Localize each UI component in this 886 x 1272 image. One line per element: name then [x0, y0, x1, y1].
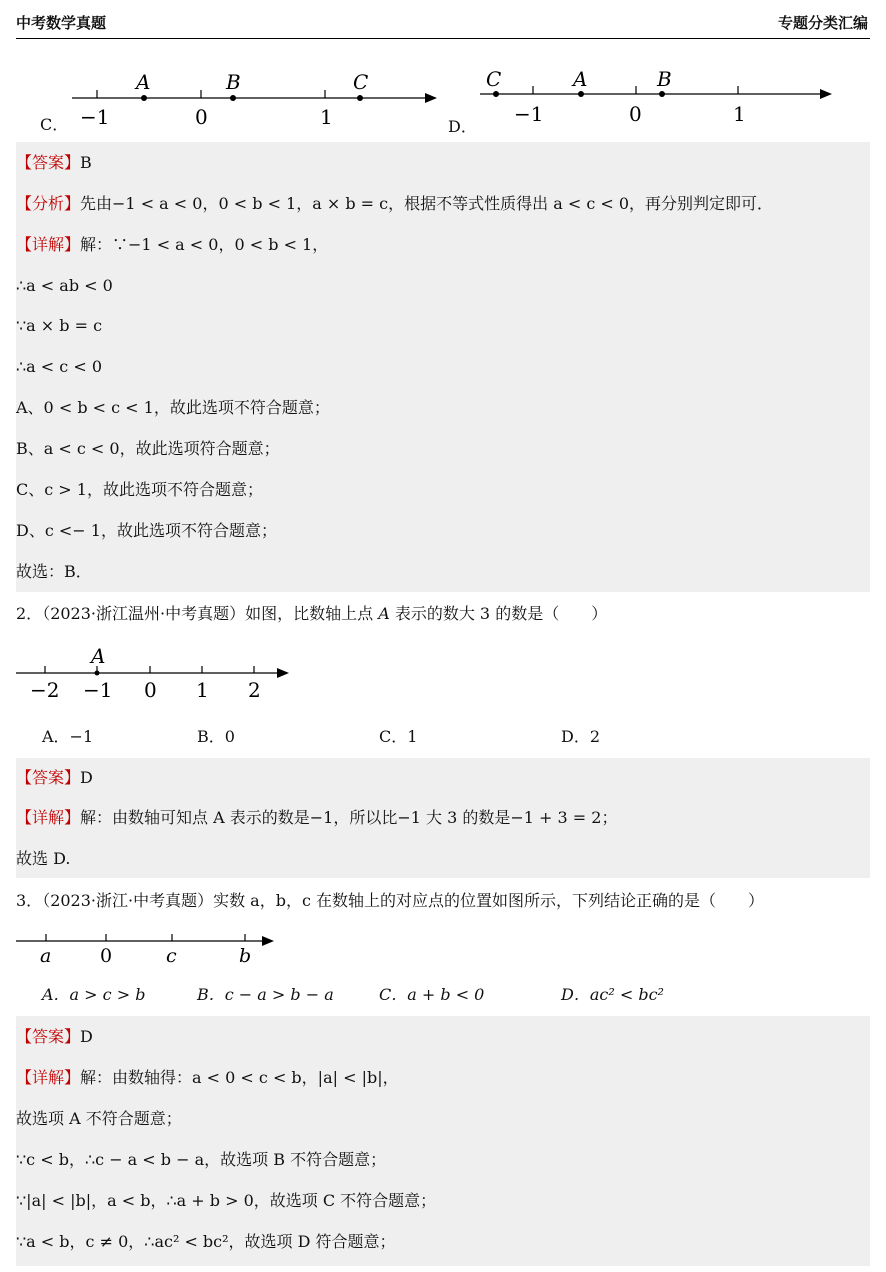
solution-step: A、0 < b < c < 1，故此选项不符合题意； — [16, 398, 330, 417]
question-source: （2023·浙江·中考真题） — [42, 891, 214, 910]
tick-label: 1 — [733, 102, 746, 126]
question-text: 如图，比数轴上点 — [245, 604, 379, 623]
analysis-text: 先由−1 < a < 0，0 < b < 1，a × b = c，根据不等式性质得出 a < c < 0，再分别判定即可． — [80, 194, 774, 213]
solution-step: 故选项 A 不符合题意； — [16, 1109, 182, 1128]
tick-label: −1 — [514, 102, 544, 126]
axis-label: a — [40, 945, 52, 967]
solution-step: ∵|a| < |b|，a < b，∴a + b > 0，故选项 C 不符合题意； — [16, 1191, 437, 1210]
axis-label: b — [239, 945, 252, 967]
header-title-left: 中考数学真题 — [16, 14, 107, 32]
detail-tag: 【详解】 — [16, 808, 81, 827]
answer-value: D — [80, 1027, 93, 1046]
detail-line-q2 — [16, 808, 617, 828]
detail-tag: 【详解】 — [16, 235, 81, 254]
solution-step: B、a < c < 0，故此选项符合题意； — [16, 439, 280, 458]
solution-step: C、c > 1，故此选项不符合题意； — [16, 480, 263, 499]
detail-line-q3 — [16, 1068, 399, 1088]
option-d-q2: D．2 — [561, 727, 601, 746]
point-b — [659, 91, 665, 97]
option-c-label: C． — [40, 115, 69, 134]
answer-line-q1 — [16, 153, 92, 173]
tick-label: −1 — [80, 105, 110, 129]
analysis-line-q1 — [16, 194, 773, 214]
number-line-option-c — [0, 0, 886, 140]
tick-label: 0 — [195, 105, 208, 129]
solution-step: ∵a < b，c ≠ 0，∴ac² < bc²，故选项 D 符合题意； — [16, 1232, 396, 1251]
point-label: A — [136, 70, 151, 94]
answer-tag: 【答案】 — [16, 1027, 81, 1046]
point-label: A — [91, 644, 106, 668]
answer-tag: 【答案】 — [16, 768, 81, 787]
point-b — [230, 95, 236, 101]
tick-label: 1 — [320, 105, 333, 129]
number-line-q2 — [0, 640, 300, 710]
conclusion-q2: 故选 D. — [16, 849, 71, 868]
tick-label: 2 — [248, 678, 261, 702]
number-line-q3 — [0, 925, 300, 975]
detail-text: 解：由数轴得：a < 0 < c < b，|a| < |b|， — [80, 1068, 399, 1087]
answer-line-q2 — [16, 768, 93, 788]
point-label: A — [573, 67, 588, 91]
answer-value: D — [80, 768, 93, 787]
question-source: （2023·浙江温州·中考真题） — [42, 604, 246, 623]
question-stem-q3 — [16, 891, 764, 911]
question-text: 实数 a，b，c 在数轴上的对应点的位置如图所示，下列结论正确的是（ ） — [213, 891, 765, 910]
solution-step: ∴a < ab < 0 — [16, 276, 113, 295]
axis-label: 0 — [100, 945, 113, 967]
option-a-q2: A．−1 — [42, 727, 94, 746]
solution-step: ∵a × b = c — [16, 316, 103, 335]
solution-step: ∴a < c < 0 — [16, 357, 103, 376]
answer-value: B — [80, 153, 92, 172]
answer-tag: 【答案】 — [16, 153, 81, 172]
solution-panel-q3 — [16, 1016, 870, 1266]
option-d-label: D． — [448, 117, 477, 136]
option-d-q3: D．ac² < bc² — [561, 985, 664, 1004]
point-label: C — [353, 70, 369, 94]
detail-text: 解：∵−1 < a < 0，0 < b < 1， — [80, 235, 329, 254]
point-a — [141, 95, 147, 101]
answer-line-q3 — [16, 1027, 93, 1047]
point-a — [95, 671, 100, 676]
tick-label: 0 — [629, 102, 642, 126]
point-c — [493, 91, 499, 97]
point-label: B — [657, 67, 672, 91]
question-stem-q2 — [16, 604, 607, 624]
question-point: A — [378, 604, 390, 623]
tick-label: −2 — [30, 678, 60, 702]
detail-line-q1 — [16, 235, 328, 255]
solution-step: D、c <− 1，故此选项不符合题意； — [16, 521, 277, 540]
question-number: 3． — [16, 891, 43, 910]
option-b-q2: B．0 — [197, 727, 235, 746]
tick-label: 0 — [144, 678, 157, 702]
point-label: B — [226, 70, 241, 94]
option-c-q3: C．a + b < 0 — [379, 985, 485, 1004]
point-label: C — [486, 67, 502, 91]
question-number: 2． — [16, 604, 43, 623]
solution-step: ∵c < b，∴c − a < b − a，故选项 B 不符合题意； — [16, 1150, 387, 1169]
detail-text: 解：由数轴可知点 A 表示的数是−1，所以比−1 大 3 的数是−1 + 3 = 2； — [80, 808, 618, 827]
option-b-q3: B．c − a > b − a — [197, 985, 334, 1004]
tick-label: −1 — [83, 678, 113, 702]
point-a — [578, 91, 584, 97]
analysis-tag: 【分析】 — [16, 194, 81, 213]
axis-label: c — [166, 945, 177, 967]
option-c-q2: C．1 — [379, 727, 418, 746]
question-text: 表示的数大 3 的数是（ ） — [389, 604, 608, 623]
header-title-right: 专题分类汇编 — [777, 14, 868, 32]
tick-label: 1 — [196, 678, 209, 702]
detail-tag: 【详解】 — [16, 1068, 81, 1087]
point-c — [357, 95, 363, 101]
option-a-q3: A．a > c > b — [42, 985, 146, 1004]
solution-step: 故选：B． — [16, 562, 92, 581]
